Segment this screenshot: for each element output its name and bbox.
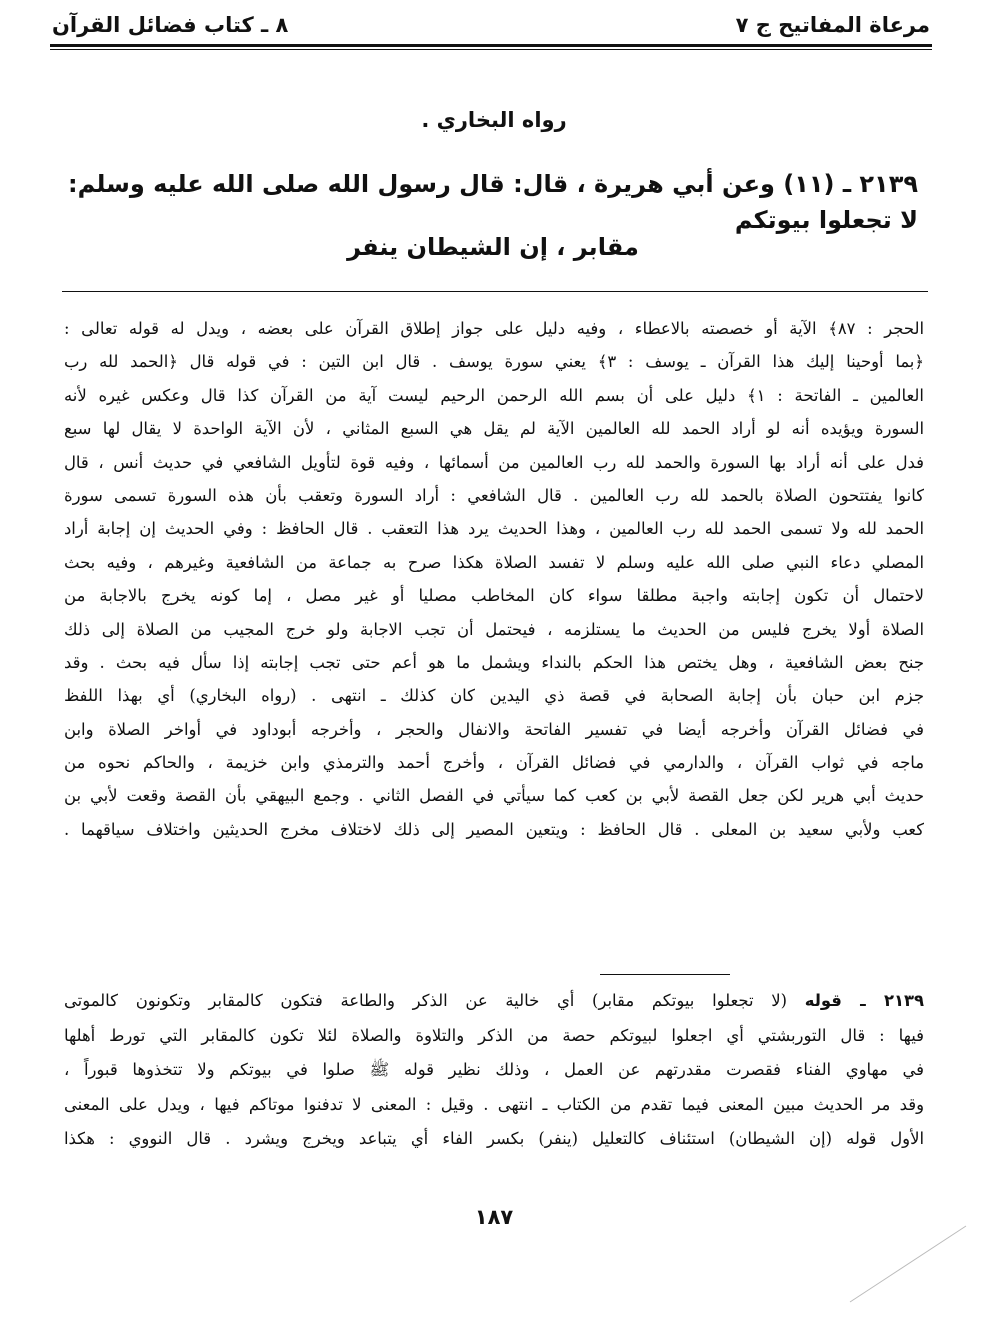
page-number: ١٨٧ — [474, 1205, 514, 1229]
commentary2-lead: ٢١٣٩ ـ قوله — [804, 991, 924, 1010]
commentary-line: ﴿بما أوحينا إليك هذا القرآن ـ يوسف : ٣﴾ يعني سورة يوسف . قال ابن التين : في قوله قال ﴿الحمد لله رب — [64, 352, 924, 372]
section-separator — [600, 974, 730, 975]
header-rule-thin — [50, 49, 932, 50]
commentary-block — [64, 312, 924, 846]
commentary-line: فدل على أنه أراد بها السورة والحمد لله رب العالمين من أسمائها ، وفيه قوة لتأويل الشافعي في حديث أنس ، قال — [64, 452, 924, 472]
commentary-line: جنح بعض الشافعية ، وهل يختص هذا الحكم بالنداء ويشمل ما هو أعم حتى تجب إجابته إذا سأل فيه بحث . وقد — [64, 652, 924, 672]
header-chapter-title: ٨ ـ كتاب فضائل القرآن — [52, 13, 289, 37]
commentary-line: كانوا يفتتحون الصلاة بالحمد لله رب العالمين . قال الشافعي : أراد السورة وتعقب بأن هذه السورة تسمى سورة — [64, 485, 924, 505]
commentary2-line: في مهاوي الفناء فقصرت مقدرتهم عن العمل ، وذلك نظير قوله ﷺ صلوا في بيوتكم ولا تتخذوها قبوراً ، — [64, 1060, 924, 1079]
hadith-text-line1: ٢١٣٩ ـ (١١) وعن أبي هريرة ، قال: قال رسول الله صلى الله عليه وسلم: لا تجعلوا بيوتكم — [68, 170, 918, 234]
commentary2-line: وقد مر الحديث مبين المعنى فيما تقدم من الكتاب ـ انتهى . وقيل : المعنى لا تدفنوا موتاكم فيها ، ويدل على المعنى — [64, 1094, 924, 1114]
commentary-line: ماجه في ثواب القرآن ، والدارمي في فضائل القرآن ، وأخرج أحمد والترمذي وابن خزيمة ، والحاكم نحوه من — [64, 753, 924, 773]
commentary-line: الحجر : ٨٧﴾ الآية أو خصصته بالاعطاء ، وفيه دليل على جواز إطلاق القرآن على بعضه ، ويدل له قوله تعالى : — [64, 319, 924, 338]
commentary-line: المصلي دعاء النبي صلى الله عليه وسلم لا تفسد الصلاة هكذا صرح به جماعة من الشافعية وغيرهم ، وفيه بحث — [64, 552, 924, 572]
header-book-volume: مرعاة المفاتيح ج ٧ — [735, 13, 930, 37]
commentary2-line: الأول قوله (إن الشيطان) استئناف كالتعليل (ينفر) بكسر الفاء أي يتباعد ويخرج ويشرد . قال النووي : هكذا — [64, 1129, 924, 1148]
footnote-separator — [62, 291, 928, 292]
commentary-line: في فضائل القرآن وأخرجه أيضا في تفسير الفاتحة والانفال والحجر ، وأخرجه أبوداود في أواخر الصلاة وابن — [64, 719, 924, 739]
commentary2-line: فيها : قال التوربشتي أي اجعلوا لبيوتكم حصة من الذكر والتلاوة والصلاة لئلا تكون كالمقابر التي تورط أهلها — [64, 1025, 924, 1045]
commentary-line: السورة ويؤيده أنه لو أراد الحمد لله العالمين الآية لم يقل هي السبع المثاني ، لأن الآية الواحدة لا يقال لها سبع — [64, 419, 924, 439]
narration-note: رواه البخاري . — [421, 108, 567, 132]
commentary-line: لاحتمال أن تكون إجابته واجبة مطلقا سواء كان المخاطب مصليا أو غير مصل ، إما كونه يخرج بالاجابة من — [64, 586, 924, 606]
commentary-line: الحمد لله ولا تسمى الحمد لله رب العالمين ، وهذا الحديث يرد هذا التعقب . قال الحافظ : وفي الحديث إن إجابة أراد — [64, 519, 924, 539]
commentary-line: الصلاة أولا يخرج فليس من الحديث ما يستلزمه ، فيحتمل أن تجب الاجابة ولو خرج المجيب من الصلاة إلى ذلك — [64, 619, 924, 639]
page-corner-curl-mark — [848, 1224, 968, 1304]
commentary2-first-rest: (لا تجعلوا بيوتكم مقابر) أي خالية عن الذكر والطاعة فتكون كالمقابر وتكونون كالموتى — [64, 991, 788, 1010]
hadith-text-line2: مقابر ، إن الشيطان ينفر — [347, 233, 639, 261]
commentary-line: العالمين ـ الفاتحة : ١﴾ دليل على أن بسم الله الرحمن الرحيم ليست آية من القرآن كذا قال وعكس غيره لأنه — [64, 385, 924, 405]
header-rule-thick — [50, 44, 932, 47]
commentary-line: حديث أبي هرير لكن جعل القصة لأبي بن كعب كما سيأتي في الفصل الثاني . وجمع البيهقي بأن القصة وقعت لأبي بن — [64, 786, 924, 806]
commentary2-first-line — [64, 984, 924, 1019]
commentary-line: جزم ابن حبان بأن إجابة الصحابة في قصة ذي اليدين كان كذلك ـ انتهى . (رواه البخاري) أي بهذا اللفظ — [64, 686, 924, 706]
commentary-line: كعب ولأبي سعيد بن المعلى . قال الحافظ : ويتعين المصير إلى ذلك لاختلاف مخرج الحديثين واختلاف سياقهما . — [64, 819, 924, 839]
commentary-block-2 — [64, 984, 924, 1157]
running-header — [52, 8, 930, 42]
